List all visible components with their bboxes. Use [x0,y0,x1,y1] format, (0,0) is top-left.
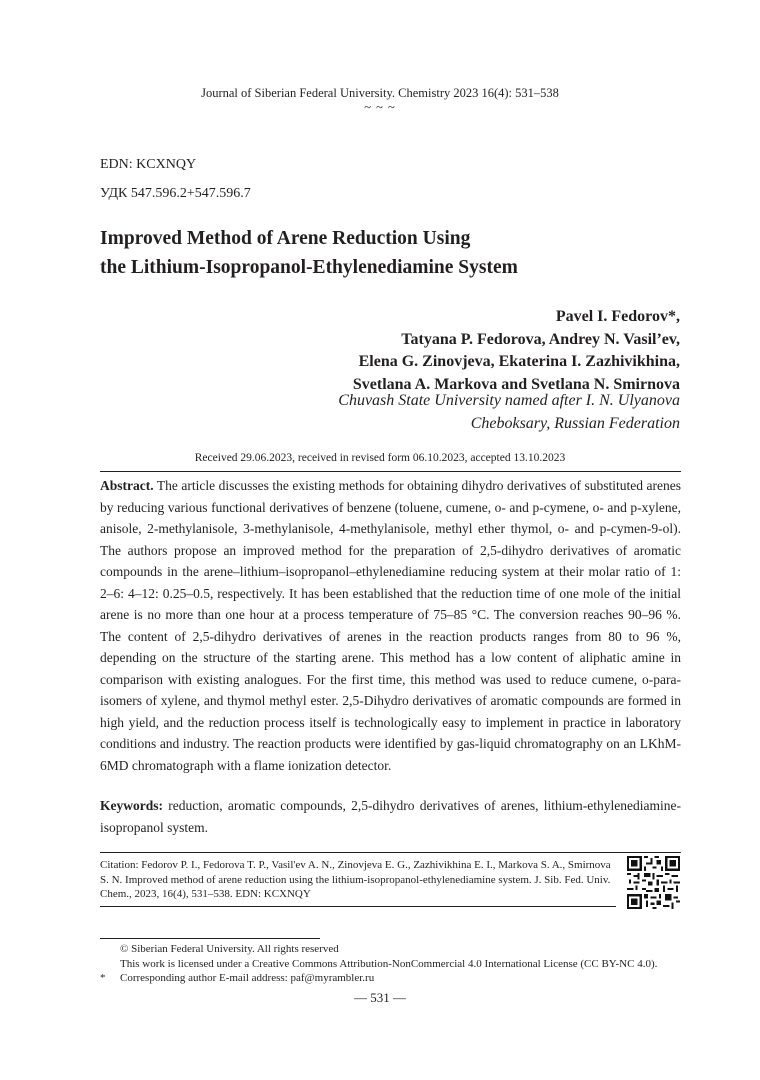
author-line: Tatyana P. Fedorova, Andrey N. Vasil’ev, [401,330,680,348]
qr-code-icon [627,856,680,909]
received-dates: Received 29.06.2023, received in revised form 06.10.2023, accepted 13.10.2023 [194,452,566,464]
keywords-text: reduction, aromatic compounds, 2,5-dihydro derivatives of arenes, lithium-ethylenediamine-isopropanol system. [100,798,682,835]
edn-code: EDN: KCXNQY [100,157,197,172]
footnote-asterisk: * [100,972,106,984]
journal-header: Journal of Siberian Federal University. Chemistry 2023 16(4): 531–538 [201,86,559,100]
udk-code: УДК 547.596.2+547.596.7 [100,186,251,201]
author-line: Svetlana A. Markova and Svetlana N. Smirnova [352,375,680,393]
title-line: Improved Method of Arene Reduction Using [100,228,471,249]
affiliation-line: Chuvash State University named after I. N. Ulyanova [338,392,680,409]
author-line: Pavel I. Fedorov*, [555,308,680,325]
footnote-divider [100,938,320,939]
footnotes [100,942,690,986]
divider-top [100,471,681,472]
author-list [120,306,680,396]
citation: Citation: Fedorov P. I., Fedorova T. P., Vasil'ev A. N., Zinovjeva E. G., Zazhivikhina E. I., Markova S. A., Smirnova S. N. Improved method of arene reduction using the lithium-isopropanol-ethylenediamine system. J. Sib. Fed. Univ. Chem., 2023, 16(4), 531–538. EDN: KCXNQY [100,859,611,900]
keywords [100,795,681,838]
footnote-corresponding-row [100,971,690,986]
header-separator: ~ ~ ~ [364,100,396,114]
abstract-label: Abstract. [100,478,154,493]
author-line: Elena G. Zinovjeva, Ekaterina I. Zazhivikhina, [358,353,680,370]
corresponding-author: Corresponding author E-mail address: paf@myrambler.ru [120,972,375,984]
license-notice: This work is licensed under a Creative Commons Attribution-NonCommercial 4.0 International License (CC BY-NC 4.0). [120,957,658,970]
page-number: — 531 — [354,990,406,1005]
footnote-license-row [100,957,690,972]
affiliation-line: Cheboksary, Russian Federation [470,414,680,432]
divider-citation-top [100,852,681,853]
abstract-text: The article discusses the existing methods for obtaining dihydro derivatives of substituted arenes by reducing various functional derivatives of benzene (toluene, cumene, o- and p-cymene, o- and p-xylene, anisole, 2-methylanisole, 3-methylanisole, 4-methylanisole, methyl ether thymol, o- and p-cymen-9-ol). The authors propose an improved method for the preparation of 2,5-dihydro derivatives of aromatic compounds in the arene–lithium–isopropanol–ethylenediamine reducing system at their molar ratio of 1: 2–6: 4–12: 0.25–0.5, respectively. It has been established that the reduction time of one mole of the initial arene is no more than one hour at a process temperature of 75–85 °C. The conversion reaches 90–96 %. The content of 2,5-dihydro derivatives of arenes in the reaction products ranges from 80 to 96 %, depending on the structure of the starting arene. This method has a low content of aliphatic amine in comparison with existing analogues. For the first time, this method was used to reduce cumene, o-para-isomers of xylene, and thymol methyl ester. 2,5-Dihydro derivatives of aromatic compounds are formed in high yield, and the reduction process itself is technologically easy to implement in practice in laboratory conditions and industry. The reaction products were identified by gas-liquid chromatography on an LKhM-6MD chromatograph with a flame ionization detector. [100,478,681,773]
article-title [100,224,680,282]
footnote-copyright-row [100,942,690,957]
affiliation [120,390,680,435]
copyright-notice: © Siberian Federal University. All rights reserved [120,943,339,955]
abstract [100,475,681,776]
keywords-label: Keywords: [100,798,163,813]
divider-citation-bottom [100,906,616,907]
title-line: the Lithium-Isopropanol-Ethylenediamine System [100,257,518,278]
